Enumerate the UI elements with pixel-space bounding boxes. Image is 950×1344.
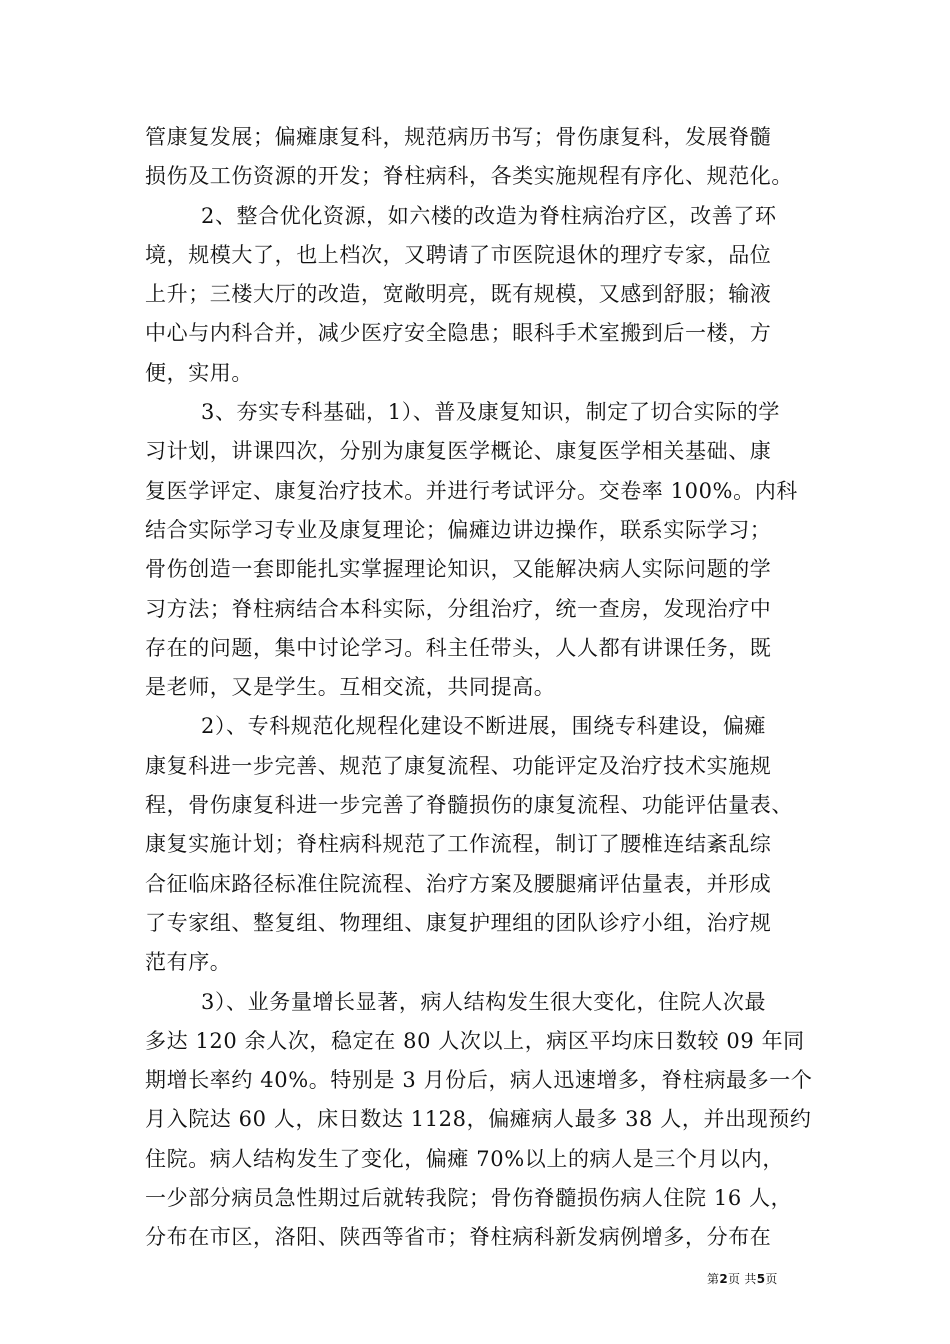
footer-suffix: 页 — [765, 1272, 778, 1286]
text-line: 一少部分病员急性期过后就转我院；骨伤脊髓损伤病人住院 16 人， — [145, 1186, 793, 1211]
text-line: 损伤及工伤资源的开发；脊柱病科，各类实施规程有序化、规范化。 — [145, 164, 793, 189]
text-line: 分布在市区，洛阳、陕西等省市；脊柱病科新发病例增多，分布在 — [145, 1225, 772, 1250]
body-text — [145, 118, 813, 1258]
text-line: 了专家组、整复组、物理组、康复护理组的团队诊疗小组，治疗规 — [145, 910, 772, 935]
text-line: 康复科进一步完善、规范了康复流程、功能评定及治疗技术实施规 — [145, 753, 772, 778]
text-line: 习方法；脊柱病结合本科实际，分组治疗，统一查房，发现治疗中 — [145, 596, 772, 621]
text-line: 上升；三楼大厅的改造，宽敞明亮，既有规模，又感到舒服；输液 — [145, 282, 772, 307]
text-line: 存在的问题，集中讨论学习。科主任带头，人人都有讲课任务，既 — [145, 635, 772, 660]
text-line: 中心与内科合并，减少医疗安全隐患；眼科手术室搬到后一楼，方 — [145, 321, 772, 346]
paragraph-start-line: 3）、业务量增长显著，病人结构发生很大变化，住院人次最 — [201, 989, 767, 1014]
current-page-number: 2 — [719, 1272, 728, 1286]
text-line: 习计划，讲课四次，分别为康复医学概论、康复医学相关基础、康 — [145, 439, 772, 464]
text-line: 便，实用。 — [145, 360, 253, 385]
text-line: 是老师，又是学生。互相交流，共同提高。 — [145, 675, 556, 700]
page-footer — [707, 1270, 778, 1287]
text-line: 范有序。 — [145, 950, 232, 975]
text-line: 多达 120 余人次，稳定在 80 人次以上，病区平均床日数较 09 年同 — [145, 1028, 805, 1053]
text-line: 境，规模大了，也上档次，又聘请了市医院退休的理疗专家，品位 — [145, 242, 772, 267]
paragraph-start-line: 2、整合优化资源，如六楼的改造为脊柱病治疗区，改善了环 — [201, 203, 777, 228]
text-line: 合征临床路径标准住院流程、治疗方案及腰腿痛评估量表，并形成 — [145, 871, 772, 896]
footer-middle: 页 共 — [727, 1272, 757, 1286]
paragraph-start-line: 2）、专科规范化规程化建设不断进展，围绕专科建设，偏瘫 — [201, 714, 767, 739]
text-line: 月入院达 60 人，床日数达 1128，偏瘫病人最多 38 人，并出现预约 — [145, 1107, 812, 1132]
text-line: 骨伤创造一套即能扎实掌握理论知识，又能解决病人实际问题的学 — [145, 557, 772, 582]
text-line: 住院。病人结构发生了变化，偏瘫 70%以上的病人是三个月以内， — [145, 1146, 784, 1171]
text-line: 复医学评定、康复治疗技术。并进行考试评分。交卷率 100%。内科 — [145, 478, 798, 503]
paragraph-start-line: 3、夯实专科基础，1）、普及康复知识，制定了切合实际的学 — [201, 400, 781, 425]
total-pages-number: 5 — [756, 1272, 766, 1286]
footer-prefix: 第 — [707, 1272, 720, 1286]
text-line: 康复实施计划；脊柱病科规范了工作流程，制订了腰椎连结紊乱综 — [145, 832, 772, 857]
text-line: 程，骨伤康复科进一步完善了脊髓损伤的康复流程、功能评估量表、 — [145, 793, 793, 818]
text-line: 期增长率约 40%。特别是 3 月份后，病人迅速增多，脊柱病最多一个 — [145, 1068, 813, 1093]
text-line: 结合实际学习专业及康复理论；偏瘫边讲边操作，联系实际学习； — [145, 517, 772, 542]
text-line: 管康复发展；偏瘫康复科，规范病历书写；骨伤康复科，发展脊髓 — [145, 125, 772, 149]
